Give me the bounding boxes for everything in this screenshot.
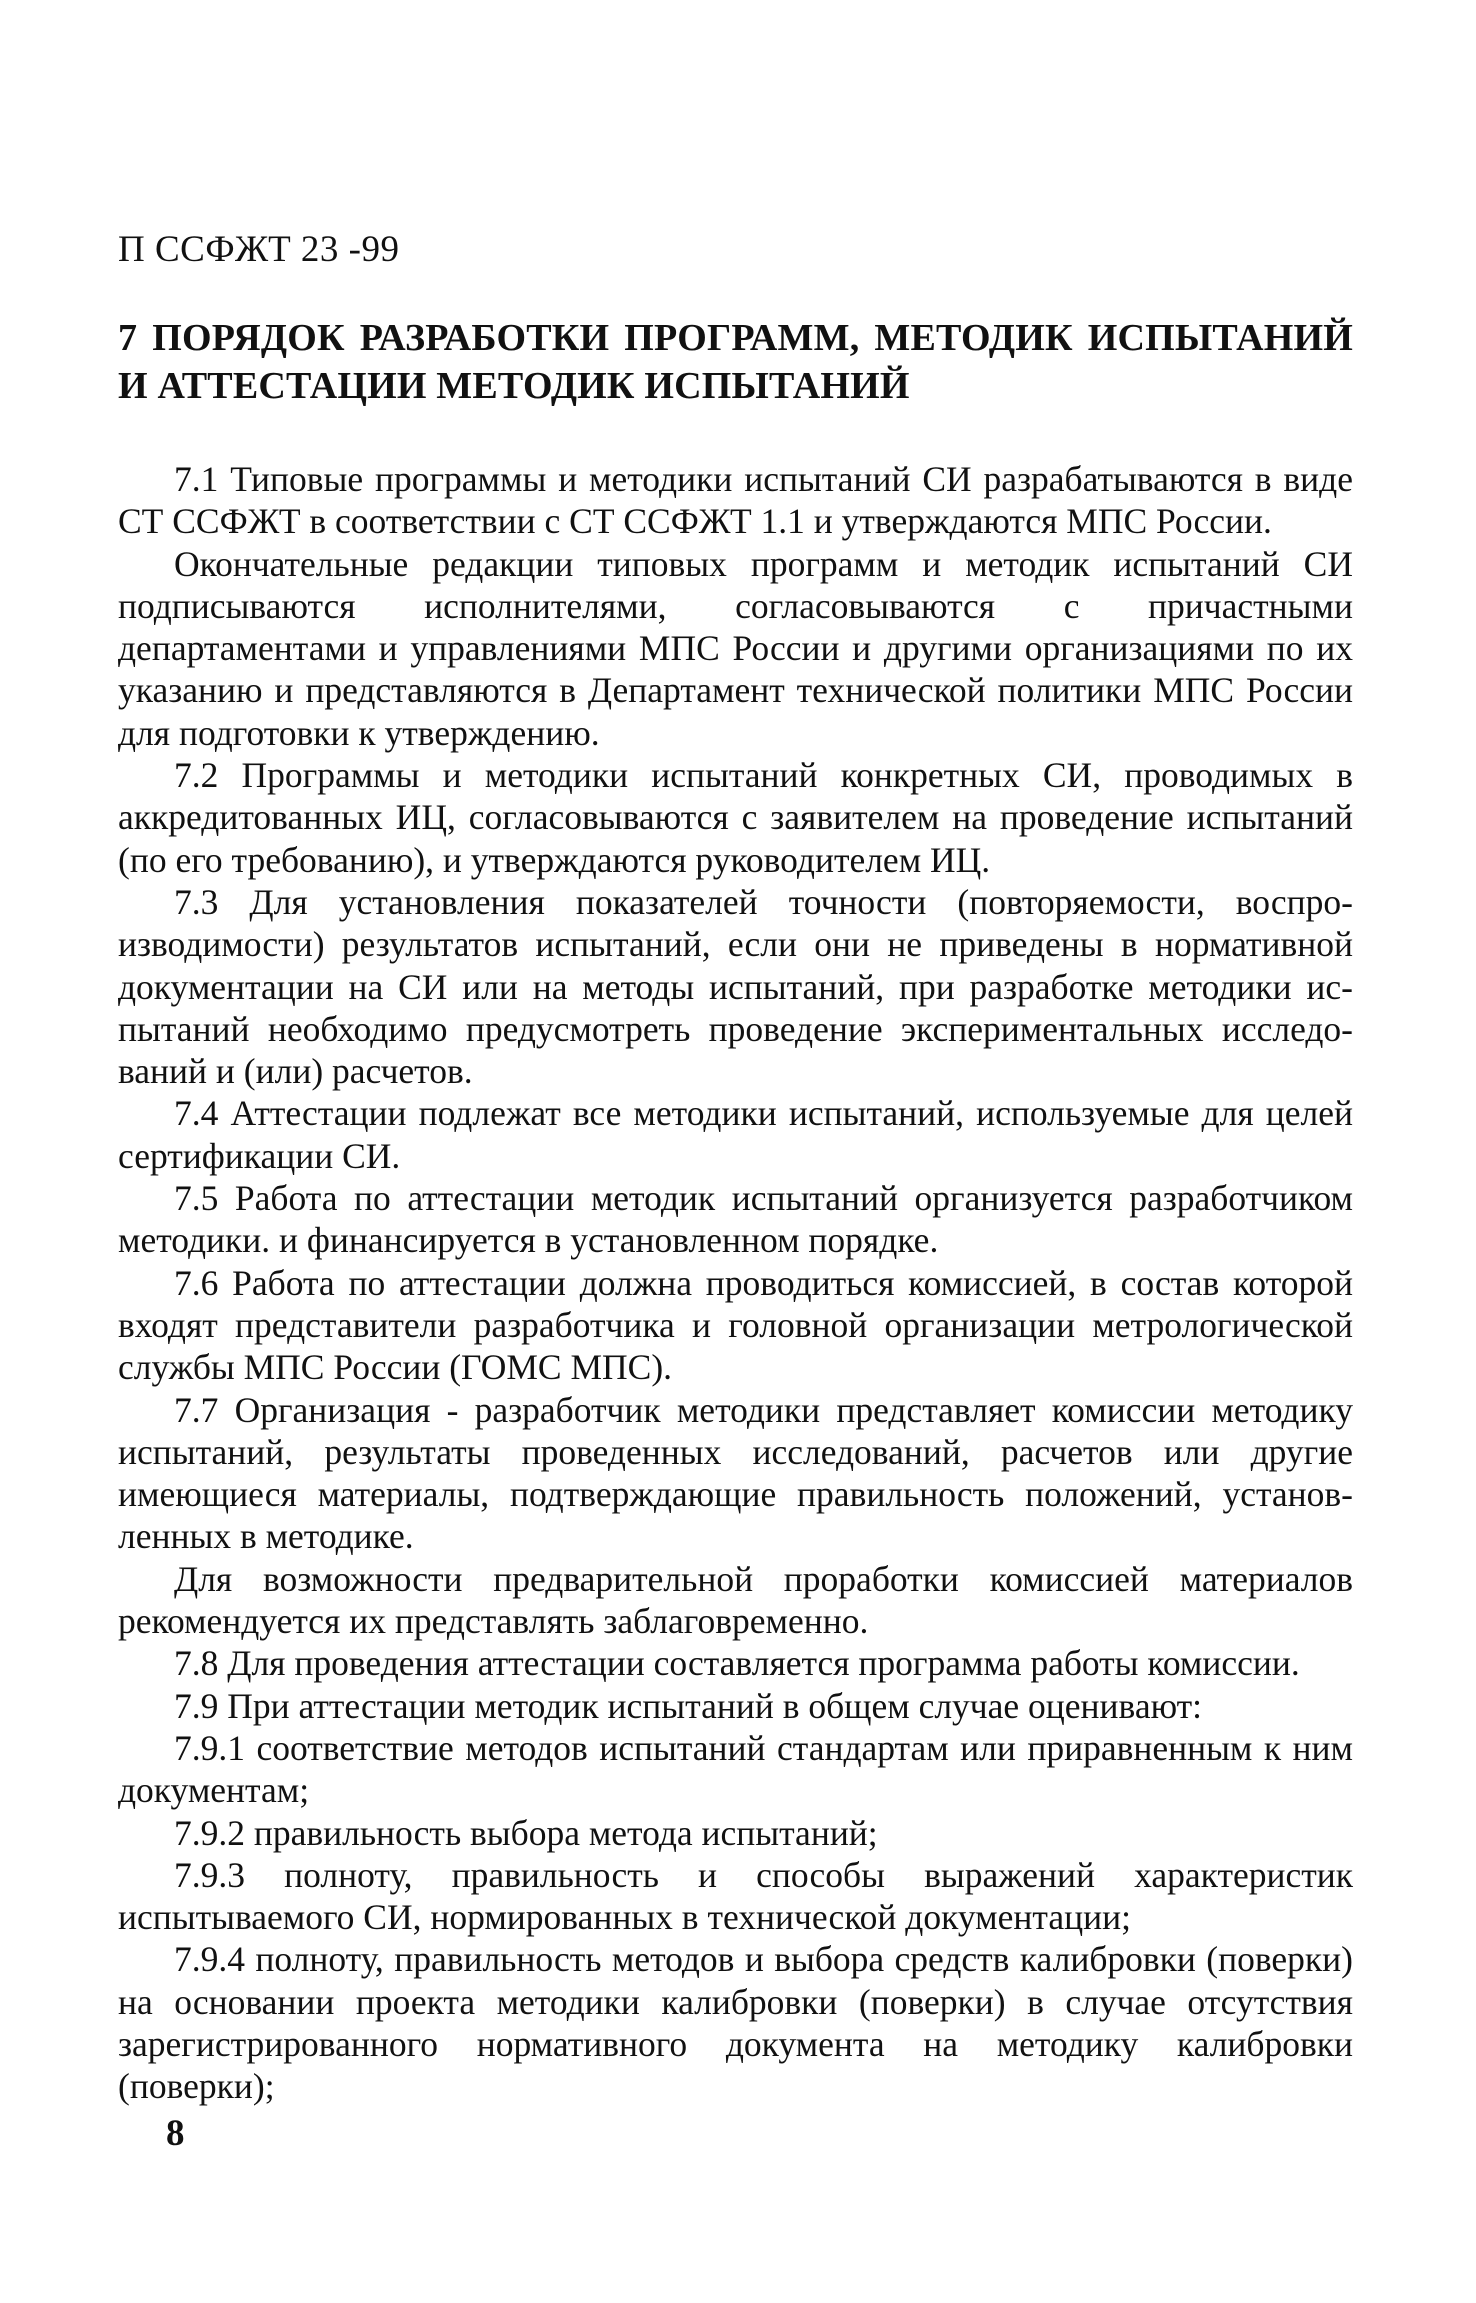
paragraph-7-2: 7.2 Программы и методики испытаний конкретных СИ, проводимых в аккредитованных ИЦ, согласовываются с заявителем на проведение испытаний (по его требованию), и утверждаются руководителем ИЦ. — [118, 755, 1353, 880]
section-title: 7 ПОРЯДОК РАЗРАБОТКИ ПРОГРАММ, МЕТОДИК ИСПЫТАНИЙ И АТТЕСТАЦИИ МЕТОДИК ИСПЫТАНИЙ — [118, 317, 1353, 407]
paragraph-7-9-1: 7.9.1 соответствие методов испытаний стандартам или приравненным к ним документам; — [118, 1727, 1353, 1811]
paragraph-7-9-4: 7.9.4 полноту, правильность методов и выбора средств калибровки (поверки) на основании проекта методики калибровки (поверки) в случае отсутствия зарегистрированного нормативного документа на методику калибровки (поверки); — [118, 1939, 1353, 2107]
paragraph-7-9: 7.9 При аттестации методик испытаний в общем случае оценивают: — [174, 1685, 1203, 1726]
section-body — [118, 458, 1353, 2108]
paragraph-final-editions: Окончательные редакции типовых программ и методик испытаний СИ подписываются исполнителями, согласовываются с причастными департаментами и управлениями МПС России и другими организациями по их указанию и представляются в Департамент технической политики МПС России для подготовки к утверждению. — [118, 543, 1353, 753]
paragraph-7-8: 7.8 Для проведения аттестации составляется программа работы комиссии. — [174, 1643, 1300, 1684]
paragraph-preliminary-review: Для возможности предварительной проработки комиссией материалов рекомендуется их представлять заблаговременно. — [118, 1558, 1353, 1642]
paragraph-7-5: 7.5 Работа по аттестации методик испытаний организуется разработчиком методики. и финансируется в установленном порядке. — [118, 1178, 1353, 1261]
paragraph-7-1: 7.1 Типовые программы и методики испытаний СИ разрабатываются в виде СТ ССФЖТ в соответствии с СТ ССФЖТ 1.1 и утверждаются МПС России. — [118, 459, 1353, 542]
document-code: П ССФЖТ 23 -99 — [118, 229, 400, 270]
paragraph-7-4: 7.4 Аттестации подлежат все методики испытаний, используемые для целей сертификации СИ. — [118, 1093, 1353, 1176]
paragraph-7-9-2: 7.9.2 правильность выбора метода испытаний; — [174, 1812, 878, 1853]
paragraph-7-3: 7.3 Для установления показателей точности (повторяемости, воспроизводимости) результатов испытаний, если они не приведены в нормативной документации на СИ или на методы испытаний, при разработке методики испытаний необходимо предусмотреть проведение экспериментальных исследований и (или) расчетов. — [118, 881, 1353, 1092]
paragraph-7-7: 7.7 Организация - разработчик методики представляет комиссии методику испытаний, результаты проведенных исследований, расчетов или другие имеющиеся материалы, подтверждающие правильность положений, установленных в методике. — [118, 1389, 1353, 1557]
page-number: 8 — [166, 2112, 185, 2154]
paragraph-7-6: 7.6 Работа по аттестации должна проводиться комиссией, в состав которой входят представители разработчика и головной организации метрологической службы МПС России (ГОМС МПС). — [118, 1262, 1353, 1388]
paragraph-7-9-3: 7.9.3 полноту, правильность и способы выражений характеристик испытываемого СИ, нормированных в технической документации; — [118, 1854, 1353, 1938]
document-page — [118, 228, 1353, 2156]
